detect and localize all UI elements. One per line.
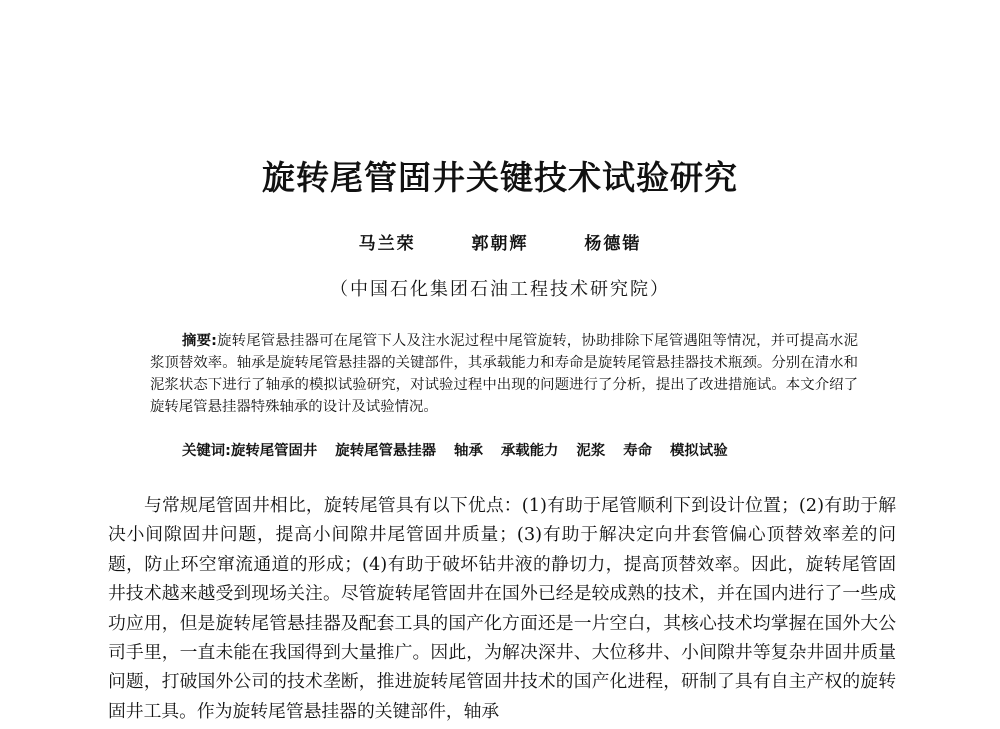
- keyword: 轴承: [454, 443, 483, 459]
- abstract-label: 摘要:: [182, 333, 217, 349]
- keywords-label: 关键词:: [182, 443, 231, 459]
- abstract: [150, 330, 858, 418]
- paper-title: 旋转尾管固井关键技术试验研究: [262, 158, 738, 197]
- keyword: 模拟试验: [670, 443, 728, 459]
- keyword: 承载能力: [500, 443, 559, 459]
- keywords: [182, 440, 862, 462]
- author-name: 郭朝辉: [471, 234, 529, 254]
- author-list: [0, 233, 1000, 255]
- keyword: 旋转尾管固井: [230, 443, 318, 459]
- author-affiliation: （中国石化集团石油工程技术研究院）: [330, 279, 670, 300]
- keyword: 泥浆: [576, 443, 606, 459]
- keyword: 寿命: [623, 443, 653, 459]
- body-paragraph: 与常规尾管固井相比，旋转尾管具有以下优点：(1)有助于尾管顺利下到设计位置；(2)有助于解决小间隙固井问题，提高小间隙井尾管固井质量；(3)有助于解决定向井套管偏心顶替效率差的问题，防止环空窜流通道的形成；(4)有助于破坏钻井液的静切力，提高顶替效率。因此，旋转尾管固井技术越来越受到现场关注。尽管旋转尾管固井在国外已经是较成熟的技术，并在国内进行了一些成功应用，但是旋转尾管悬挂器及配套工具的国产化方面还是一片空白，其核心技术均掌握在国外大公司手里，一直未能在我国得到大量推广。因此，为解决深井、大位移井、小间隙井等复杂井固井质量问题，打破国外公司的技术垄断，推进旋转尾管固井技术的国产化进程，研制了具有自主产权的旋转固井工具。作为旋转尾管悬挂器的关键部件，轴承: [108, 495, 896, 722]
- author-name: 马兰荣: [358, 234, 416, 254]
- author-name: 杨德锴: [584, 234, 642, 254]
- abstract-text: 旋转尾管悬挂器可在尾管下人及注水泥过程中尾管旋转，协助排除下尾管遇阻等情况，并可提高水泥浆顶替效率。轴承是旋转尾管悬挂器的关键部件，其承载能力和寿命是旋转尾管悬挂器技术瓶颈。分别在清水和泥浆状态下进行了轴承的模拟试验研究，对试验过程中出现的问题进行了分析，提出了改进措施试。本文介绍了旋转尾管悬挂器特殊轴承的设计及试验情况。: [150, 333, 858, 415]
- keyword: 旋转尾管悬挂器: [335, 443, 437, 459]
